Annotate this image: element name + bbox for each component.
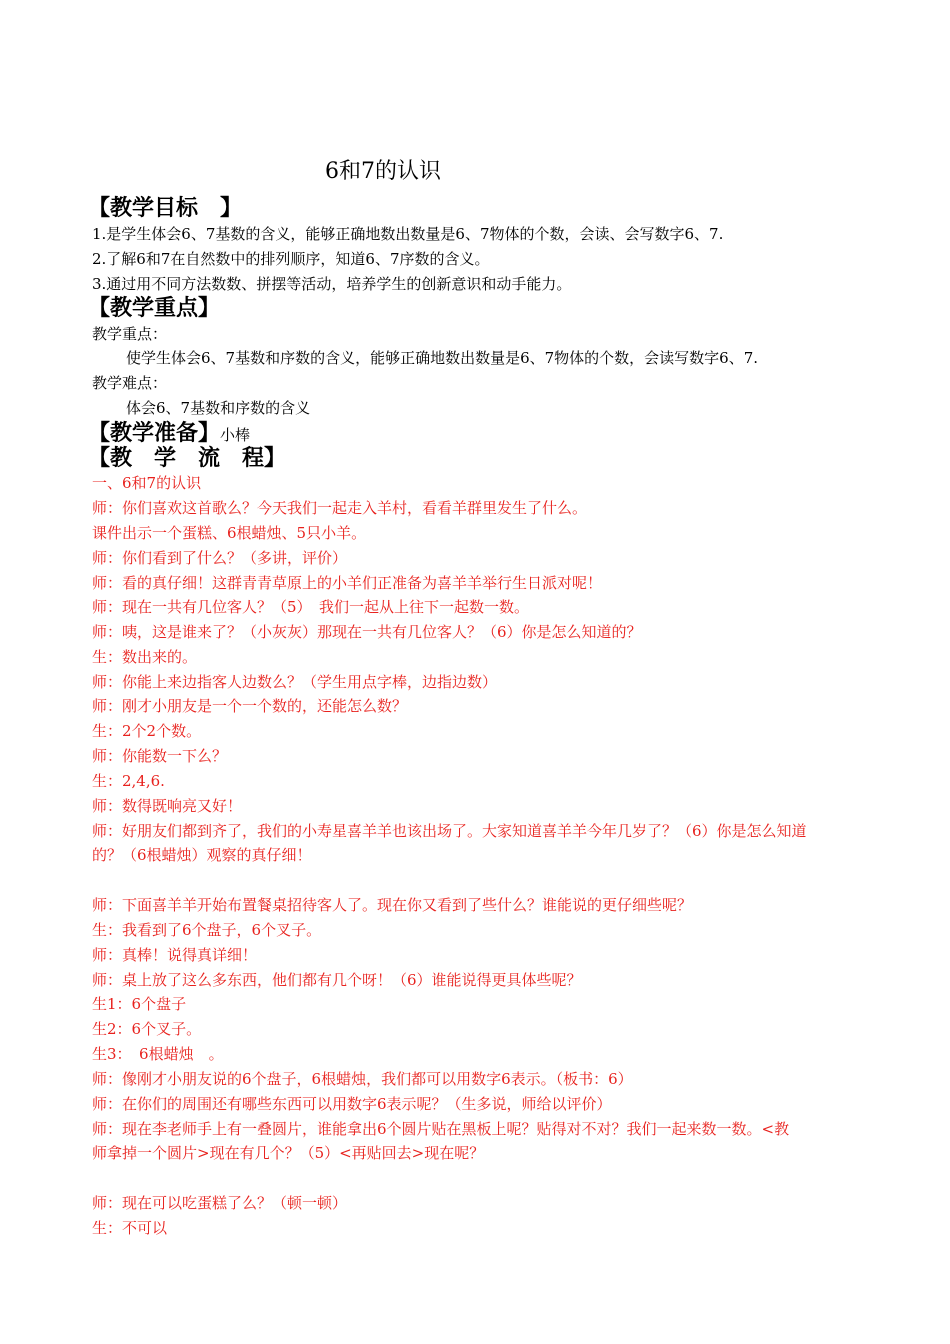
objective-item: 3.通过用不同方法数数、拼摆等活动，培养学生的创新意识和动手能力。 xyxy=(92,275,572,293)
dialogue-line: 生：不可以 xyxy=(92,1219,168,1237)
dialogue-line: 生1：6个盘子 xyxy=(92,995,187,1013)
objective-item: 2.了解6和7在自然数中的排列顺序，知道6、7序数的含义。 xyxy=(92,250,490,268)
key-point-text: 使学生体会6、7基数和序数的含义，能够正确地数出数量是6、7物体的个数，会读写数字6、7. xyxy=(126,349,759,367)
dialogue-line: 生2：6个叉子。 xyxy=(92,1020,202,1038)
dialogue-line: 师：现在可以吃蛋糕了么？（顿一顿） xyxy=(92,1194,348,1212)
key-point-label: 教学重点： xyxy=(92,325,168,343)
dialogue-line: 生：我看到了6个盘子，6个叉子。 xyxy=(92,921,322,939)
dialogue-line: 师：桌上放了这么多东西，他们都有几个呀！（6）谁能说得更具体些呢？ xyxy=(92,971,582,989)
dialogue-line: 生：数出来的。 xyxy=(92,648,198,666)
dialogue-line: 师：现在一共有几位客人？（5） 我们一起从上往下一起数一数。 xyxy=(92,598,530,616)
dialogue-line: 师：像刚才小朋友说的6个盘子，6根蜡烛，我们都可以用数字6表示。（板书：6） xyxy=(92,1070,633,1088)
preparation-heading-label: 【教学准备】 xyxy=(88,421,221,446)
dialogue-line: 师：好朋友们都到齐了，我们的小寿星喜羊羊也该出场了。大家知道喜羊羊今年几岁了？（6）你是怎么知道 xyxy=(92,822,807,840)
process-heading: 【教 学 流 程】 xyxy=(88,446,287,471)
objective-item: 1.是学生体会6、7基数的含义，能够正确地数出数量是6、7物体的个数，会读、会写数字6、7. xyxy=(92,225,724,243)
process-subheading: 一、6和7的认识 xyxy=(92,474,202,492)
dialogue-line: 师：你能上来边指客人边数么？（学生用点字棒，边指边数） xyxy=(92,673,498,691)
dialogue-line: 生：2,4,6. xyxy=(92,772,165,790)
dialogue-line: 的？（6根蜡烛）观察的真仔细！ xyxy=(92,846,312,864)
dialogue-line: 课件出示一个蛋糕、6根蜡烛、5只小羊。 xyxy=(92,524,367,542)
dialogue-line: 师：数得既响亮又好！ xyxy=(92,797,243,815)
difficulty-label: 教学难点： xyxy=(92,374,168,392)
dialogue-line: 师：在你们的周围还有哪些东西可以用数字6表示呢？（生多说，师给以评价） xyxy=(92,1095,612,1113)
page-title: 6和7的认识 xyxy=(325,159,441,184)
dialogue-line: 生：2个2个数。 xyxy=(92,722,202,740)
dialogue-line: 师：咦，这是谁来了？（小灰灰）那现在一共有几位客人？（6）你是怎么知道的？ xyxy=(92,623,642,641)
dialogue-line: 师：看的真仔细！这群青青草原上的小羊们正准备为喜羊羊举行生日派对呢！ xyxy=(92,574,603,592)
focus-heading: 【教学重点】 xyxy=(88,296,221,321)
objectives-heading: 【教学目标 】 xyxy=(88,196,243,221)
dialogue-line: 师：真棒！说得真详细！ xyxy=(92,946,258,964)
dialogue-line: 师：你们喜欢这首歌么？今天我们一起走入羊村，看看羊群里发生了什么。 xyxy=(92,499,588,517)
preparation-content: 小棒 xyxy=(220,426,251,444)
difficulty-text: 体会6、7基数和序数的含义 xyxy=(126,399,311,417)
dialogue-line: 师：你能数一下么？ xyxy=(92,747,228,765)
dialogue-line: 生3： 6根蜡烛 。 xyxy=(92,1045,224,1063)
dialogue-line: 师：现在李老师手上有一叠圆片，谁能拿出6个圆片贴在黑板上呢？贴得对不对？我们一起来数一数。<教 xyxy=(92,1120,790,1138)
dialogue-line: 师：下面喜羊羊开始布置餐桌招待客人了。现在你又看到了些什么？谁能说的更仔细些呢？ xyxy=(92,896,693,914)
dialogue-line: 师：刚才小朋友是一个一个数的，还能怎么数？ xyxy=(92,697,408,715)
dialogue-line: 师：你们看到了什么？（多讲，评价） xyxy=(92,549,348,567)
dialogue-line: 师拿掉一个圆片>现在有几个？（5）<再贴回去>现在呢？ xyxy=(92,1144,485,1162)
